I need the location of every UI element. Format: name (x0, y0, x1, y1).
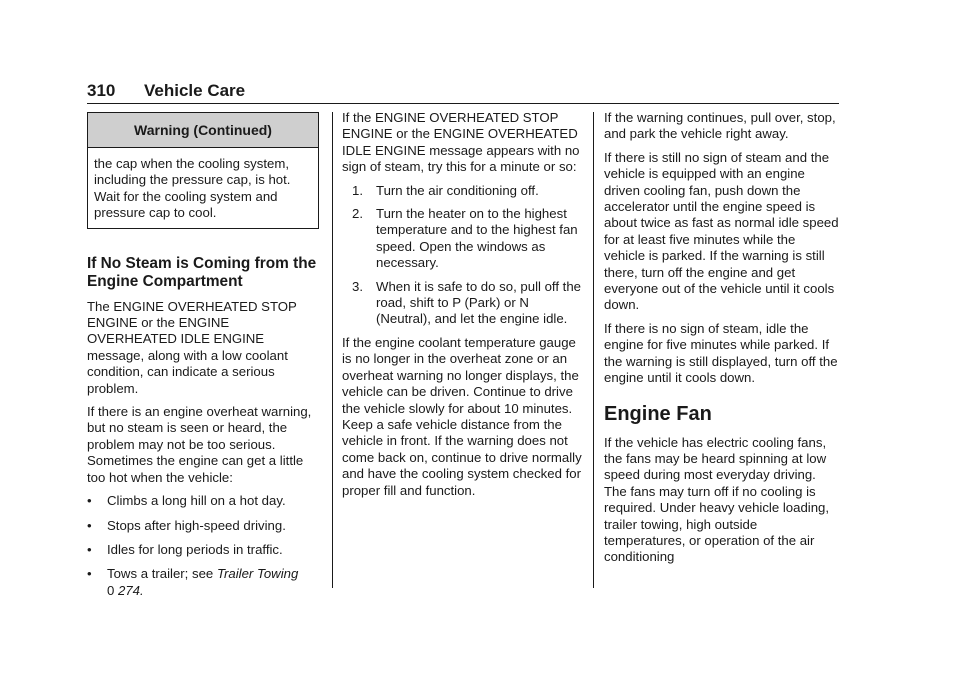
bullet-marker: • (87, 517, 92, 533)
paragraph: If the engine coolant temperature gauge is no longer in the overheat zone or an overheat warning no longer displays, the vehicle can be driven. Continue to drive the vehicle slowly for about 10 minutes. Keep a safe vehicle distance from the vehicle in front. If the warning does not come back on, continue to drive normally and have the cooling system checked for proper fill and function. (342, 334, 582, 498)
list-item (87, 518, 319, 534)
bullet-marker: • (87, 541, 92, 557)
paragraph: The ENGINE OVERHEATED STOP ENGINE or the ENGINE OVERHEATED IDLE ENGINE message, along with a low coolant condition, can indicate a serious problem. (87, 298, 297, 396)
bullet-list (87, 493, 319, 599)
page-number: 310 (87, 81, 116, 100)
warning-box (87, 112, 319, 229)
list-item (87, 493, 319, 509)
column-3 (604, 110, 840, 573)
list-item (87, 566, 319, 599)
paragraph: If there is an engine overheat warning, but no steam is seen or heard, the problem may not be too serious. Sometimes the engine can get a little too hot when the vehicle: (87, 404, 312, 485)
column-divider-1 (332, 112, 333, 588)
list-item-text: Climbs a long hill on a hot day. (107, 493, 286, 509)
paragraph: If the ENGINE OVERHEATED STOP ENGINE or the ENGINE OVERHEATED IDLE ENGINE message appears with no sign of steam, try this for a minute or so: (342, 110, 580, 175)
numbered-list (342, 183, 582, 328)
section-heading-engine-fan: Engine Fan (604, 402, 712, 425)
warning-text: the cap when the cooling system, including the pressure cap, is hot. Wait for the cooling system and pressure cap to cool. (94, 156, 291, 221)
list-item (87, 542, 319, 558)
column-2 (342, 110, 582, 506)
column-divider-2 (593, 112, 594, 588)
list-item (342, 183, 582, 199)
paragraph: If there is no sign of steam, idle the engine for five minutes while parked. If the warning is still displayed, turn off the engine until it cools down. (604, 320, 838, 386)
list-item (342, 206, 582, 272)
paragraph: If the vehicle has electric cooling fans, the fans may be heard spinning at low speed during most everyday driving. The fans may turn off if no cooling is required. Under heavy vehicle loading, trailer towing, high outside temperatures, or operation of the air conditioning (604, 434, 830, 565)
column-1 (87, 112, 319, 607)
step-number: 3. (352, 278, 363, 294)
bullet-marker: • (87, 566, 92, 582)
section-title: Vehicle Care (144, 81, 246, 100)
step-text: Turn the air conditioning off. (376, 182, 539, 198)
list-item-text: Tows a trailer; see (107, 566, 217, 582)
step-number: 2. (352, 206, 363, 222)
paragraph: If the warning continues, pull over, stop, and park the vehicle right away. (604, 110, 836, 142)
warning-title: Warning (Continued) (88, 113, 318, 148)
list-item-text: Stops after high-speed driving. (107, 517, 286, 533)
list-item-text: Idles for long periods in traffic. (107, 541, 283, 557)
list-item (342, 279, 582, 328)
page-header (87, 81, 839, 104)
cross-reference-link[interactable]: Trailer Towing (216, 566, 299, 582)
section-heading-no-steam: If No Steam is Coming from the Engine Compartment (87, 254, 317, 290)
paragraph: If there is still no sign of steam and the vehicle is equipped with an engine driven cooling fan, push down the accelerator until the engine speed is about twice as fast as normal idle speed for at least five minutes while the vehicle is parked. If the warning is still there, turn off the engine and get everyone out of the vehicle until it cools down. (604, 149, 839, 313)
page-ref-icon: 0 (107, 582, 115, 598)
bullet-marker: • (87, 493, 92, 509)
step-text: When it is safe to do so, pull off the road, shift to P (Park) or N (Neutral), and let the engine idle. (376, 278, 582, 327)
step-text: Turn the heater on to the highest temperature and to the highest fan speed. Open the windows as necessary. (376, 206, 578, 271)
page-ref-number[interactable]: 274. (118, 582, 144, 598)
step-number: 1. (352, 182, 363, 198)
